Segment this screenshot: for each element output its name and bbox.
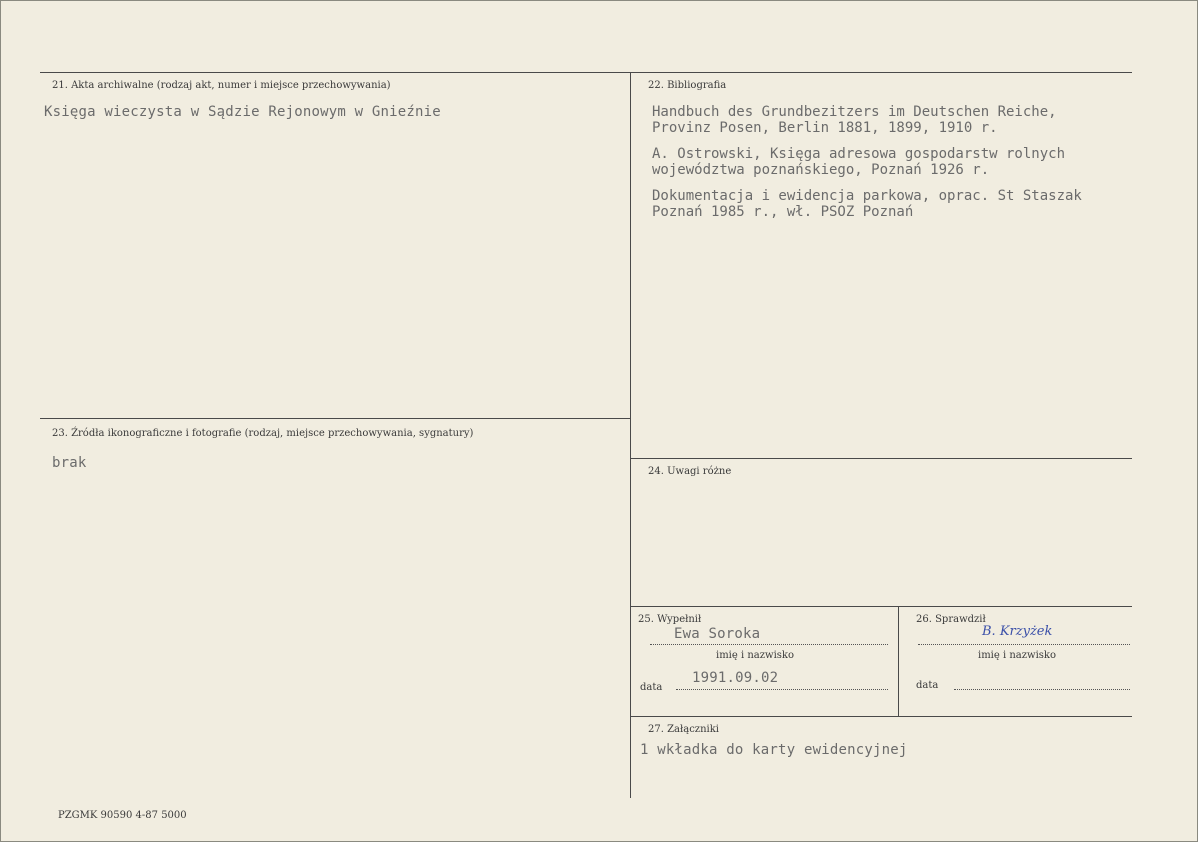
checked-by-signature: B. Krzyżek [982,624,1053,639]
section-26-label: 26. Sprawdził [916,614,986,625]
vertical-divider [630,72,631,798]
filled-by-name-caption: imię i nazwisko [716,650,794,661]
top-rule [40,72,1132,73]
rule-24-25 [630,606,1132,607]
print-code: PZGMK 90590 4-87 5000 [58,810,187,821]
section-22-label: 22. Bibliografia [648,80,727,91]
section-25-label: 25. Wypełnił [638,614,702,625]
checked-by-date-line [954,689,1130,690]
checked-by-date-label: data [916,680,939,691]
section-21-value: Księga wieczysta w Sądzie Rejonowym w Gnieźnie [44,104,441,120]
filled-by-date-line [676,689,888,690]
bibliography-entry: Handbuch des Grundbezitzers im Deutschen Reiche, Provinz Posen, Berlin 1881, 1899, 1910 r. [652,104,1057,136]
rule-22-24 [630,458,1132,459]
section-23-value: brak [52,455,87,471]
filled-by-date: 1991.09.02 [692,670,779,686]
filled-by-name: Ewa Soroka [674,626,761,642]
bibliography-entry: Dokumentacja i ewidencja parkowa, oprac. St Staszak Poznań 1985 r., wł. PSOZ Poznań [652,188,1082,220]
section-23-label: 23. Źródła ikonograficzne i fotografie (rodzaj, miejsce przechowywania, sygnatury) [52,428,474,439]
divider-25-26 [898,606,899,716]
filled-by-date-label: data [640,682,663,693]
checked-by-name-line [918,644,1130,645]
checked-by-name-caption: imię i nazwisko [978,650,1056,661]
rule-21-23 [40,418,630,419]
section-24-label: 24. Uwagi różne [648,466,732,477]
section-27-value: 1 wkładka do karty ewidencyjnej [640,742,908,758]
section-27-label: 27. Załączniki [648,724,719,735]
rule-25-27 [630,716,1132,717]
bibliography-entry: A. Ostrowski, Księga adresowa gospodarstw rolnych województwa poznańskiego, Poznań 1926 r. [652,146,1066,178]
bibliography-list [652,104,1082,230]
section-21-label: 21. Akta archiwalne (rodzaj akt, numer i miejsce przechowywania) [52,80,391,91]
filled-by-name-line [650,644,888,645]
